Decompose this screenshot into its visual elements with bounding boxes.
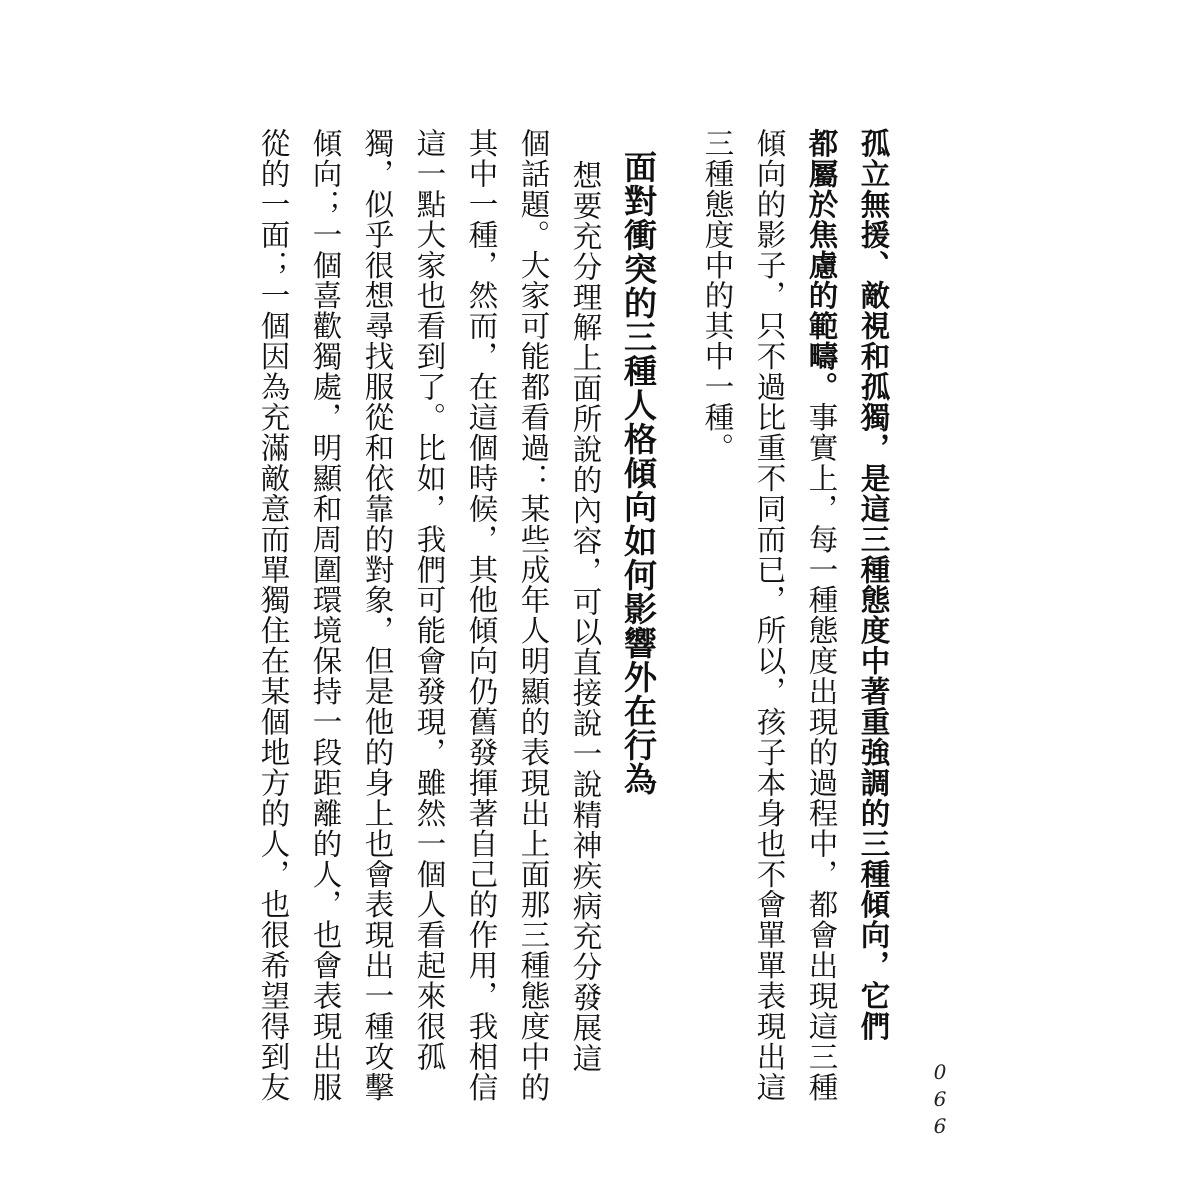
text-column-6: 想要充分理解上面所說的內容，可以直接說一說精神疾病充分發展這	[568, 160, 603, 1074]
text-column-12: 從的一面；一個因為充滿敵意而單獨住在某個地方的人，也很希望得到友	[256, 128, 291, 1103]
section-heading: 面對衝突的三種人格傾向如何影響外在行為	[619, 150, 658, 796]
text-column-8: 其中一種，然而，在這個時候，其他傾向仍舊發揮著自己的作用，我相信	[464, 128, 499, 1103]
text-column-11: 傾向；一個喜歡獨處，明顯和周圍環境保持一段距離的人，也會表現出服	[308, 128, 343, 1103]
text-column-10: 獨，似乎很想尋找服從和依靠的對象，但是他的身上也會表現出一種攻擊	[360, 128, 395, 1103]
text-column-7: 個話題。大家可能都看過：某些成年人明顯的表現出上面那三種態度中的	[516, 128, 551, 1103]
text-column-4: 三種態度中的其中一種。	[700, 128, 735, 463]
bold-span: 都屬於焦慮的範疇。	[804, 128, 839, 403]
text-column-3: 傾向的影子，只不過比重不同而已，所以，孩子本身也不會單單表現出這	[752, 128, 787, 1103]
text-column-1: 孤立無援、敵視和孤獨，是這三種態度中著重強調的三種傾向，它們	[856, 128, 891, 1042]
text-column-2	[804, 128, 839, 1103]
text-column-9: 這一點大家也看到了。比如，我們可能會發現，雖然一個人看起來很孤	[412, 128, 447, 1072]
normal-span: 事實上，每一種態度出現的過程中，都會出現這三種	[804, 402, 839, 1103]
page-number: 066	[928, 1060, 952, 1141]
